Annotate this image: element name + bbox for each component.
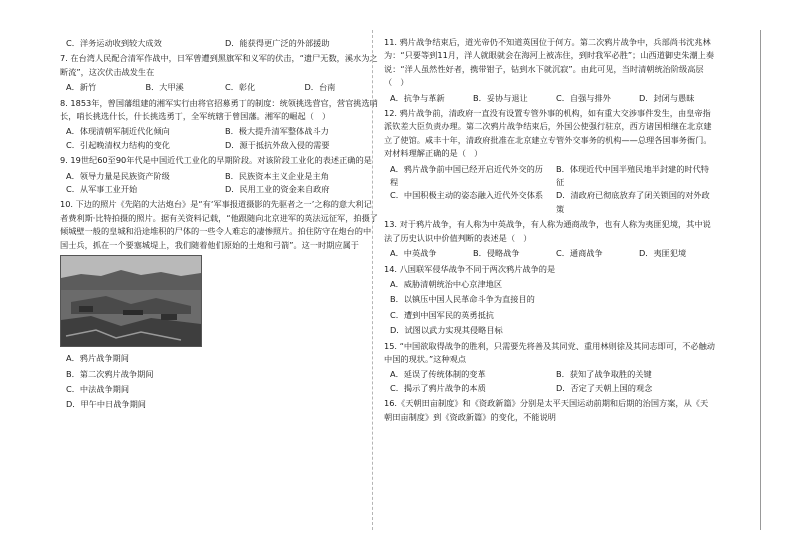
q14-option-d: D．试图以武力实现其侵略目标	[390, 325, 503, 336]
q7-text: 7. 在台湾人民配合清军作战中，日军曾遭到黑旗军和义军的伏击，“遗尸无数，溪水为之断流”，这次伏击战发生在	[60, 53, 378, 77]
q6-option-c: C．洋务运动收到较大成效	[66, 38, 162, 48]
q7-option-c: C．彰化	[225, 82, 256, 93]
q12-option-d: D．清政府已彻底放弃了闭关锁国的对外政策	[556, 190, 710, 214]
q12-option-b: B．体现近代中国半殖民地半封建的时代特征	[556, 163, 709, 188]
q13-option-a: A．中英战争	[390, 248, 437, 259]
q10-text: 10. 下边的照片《先陷的大沽炮台》是“有‘军事报道摄影的先驱者之一’之称的意大利记者费利斯·比特拍摄的照片。据有关资料记载，“他跟随向北京进军的英法远征军，拍摄了倾城壁一般的皇城和沿途堆积的尸体的一些令人难忘的凄惨照片。拍住防守在炮台的中国士兵，抓在一个要塞城堤上，我们随着他们原始的土炮和弓箭”。这一时期应属于	[60, 199, 378, 250]
q9-option-c: C．从军事工业开始	[66, 184, 138, 195]
q11-options	[384, 92, 716, 105]
q7-option-b: B．大甲溪	[145, 82, 184, 93]
dagu-fort-photo	[60, 255, 202, 347]
q7-option-d: D．台南	[304, 82, 336, 93]
q13-option-b: B．侵略战争	[473, 248, 520, 259]
q10-option-b: B．第二次鸦片战争期间	[66, 368, 154, 379]
q13-text: 13. 对于鸦片战争，有人称为中英战争，有人称为通商战争，也有人称为夷匪犯境，其中说法了历史认识中价值判断的表述是（ ）	[384, 219, 711, 243]
q15-text: 15. “中国欲取得战争的胜利，只需要先将善及其同党、重用林则徐及其同志即可，不必触动中国的现状。”这种观点	[384, 340, 715, 364]
q9-option-d: D．民用工业的资金来自政府	[225, 184, 330, 195]
q13-options	[384, 247, 716, 260]
q9-text: 9. 19世纪60至90年代是中国近代工业化的早期阶段。对该阶段工业化的表述正确的是	[60, 155, 372, 166]
q12-option-c: C．中国积极主动的姿态融入近代外交体系	[390, 190, 544, 201]
q13-option-c: C．通商战争	[556, 248, 603, 259]
q8-options	[60, 125, 378, 152]
q14-option-b: B．以镇压中国人民革命斗争为直接目的	[390, 294, 535, 305]
q8-option-b: B．极大提升清军整体战斗力	[225, 126, 329, 137]
q7-options	[60, 81, 378, 94]
q14-options	[384, 278, 716, 338]
photo-graphic	[61, 256, 201, 346]
q16-text: 16.《天朝田亩制度》和《资政新篇》分别是太平天国运动前期和后期的治国方案，从《天朝田亩制度》到《资政新篇》的变化，不能说明	[384, 398, 709, 422]
q9-options	[60, 170, 378, 197]
q15-options	[384, 368, 716, 395]
q6-option-d: D．能获得更广泛的外部援助	[225, 38, 330, 48]
right-column	[384, 36, 716, 426]
q15-option-d: D．否定了天朝上国的观念	[556, 382, 653, 393]
q13-option-d: D．夷匪犯境	[639, 248, 687, 259]
q15-option-c: C．揭示了鸦片战争的本质	[390, 382, 486, 393]
q11-option-a: A．抗争与革新	[390, 92, 445, 103]
q14-option-c: C．遭到中国军民的英勇抵抗	[390, 309, 494, 320]
q12-options	[384, 163, 716, 217]
q8-text: 8. 1853年，曾国藩组建的湘军实行由将官招募勇丁的制度：统领挑选营官，营官挑选哨长，哨长挑选什长，什长挑选勇丁，全军统辖于曾国藩。湘军的崛起（ ）	[60, 97, 378, 122]
q6-options	[60, 37, 378, 50]
q11-option-d: D．封闭与愚昧	[639, 92, 695, 103]
q15-option-a: A．延误了传统体制的变革	[390, 369, 486, 380]
q12-text: 12. 鸦片战争前，清政府一直没有设置专管外事的机构，如有重大交涉事件发生，由皇帝指派钦差大臣负责办理。第二次鸦片战争结束后，外国公使强行驻京，西方诸国相继在北京建立了使馆。咸丰十年，清政府批准在北京建立专管外交事务的机构——总理各国事务衙门。对材料理解正确的是（ ）	[384, 108, 712, 159]
q8-option-d: D．源于抵抗外敌入侵的需要	[225, 139, 330, 150]
q11-text: 11. 鸦片战争结束后，道光帝仍不知道英国位于何方。第二次鸦片战争中，兵部尚书沈兆林为：“只要等到11月，洋人就眼就会在海河上被冻住，到时我军必胜”；山西道御史朱潮上奏说：“洋人虽然性好者，携带钳子，钻到水下就沉寂”。由此可见，当时清朝统治阶级高层（ ）	[384, 37, 715, 88]
left-column	[60, 36, 378, 414]
q10-option-c: C．中法战争期间	[66, 383, 130, 394]
q14-option-a: A．威胁清朝统治中心京津地区	[390, 278, 503, 289]
q8-option-c: C．引起晚清权力结构的变化	[66, 139, 170, 150]
binding-margin-line	[760, 30, 767, 530]
q9-option-a: A．领导力量是民族资产阶级	[66, 170, 170, 181]
q10-option-d: D．甲午中日战争期间	[66, 399, 146, 410]
q14-text: 14. 八国联军侵华战争不同于两次鸦片战争的是	[384, 263, 556, 274]
q9-option-b: B．民族资本主义企业是主角	[225, 170, 329, 181]
q12-option-a: A．鸦片战争前中国已经开启近代外交的历程	[390, 163, 543, 188]
q7-option-a: A．新竹	[66, 82, 97, 93]
q8-option-a: A．体现清朝军制近代化倾向	[66, 126, 170, 137]
column-divider	[372, 30, 374, 530]
q11-option-b: B．妥协与退让	[473, 92, 528, 103]
q10-options	[60, 352, 378, 412]
q15-option-b: B．获知了战争取胜的关键	[556, 369, 652, 380]
q11-option-c: C．自强与排外	[556, 92, 611, 103]
q10-option-a: A．鸦片战争期间	[66, 353, 129, 364]
